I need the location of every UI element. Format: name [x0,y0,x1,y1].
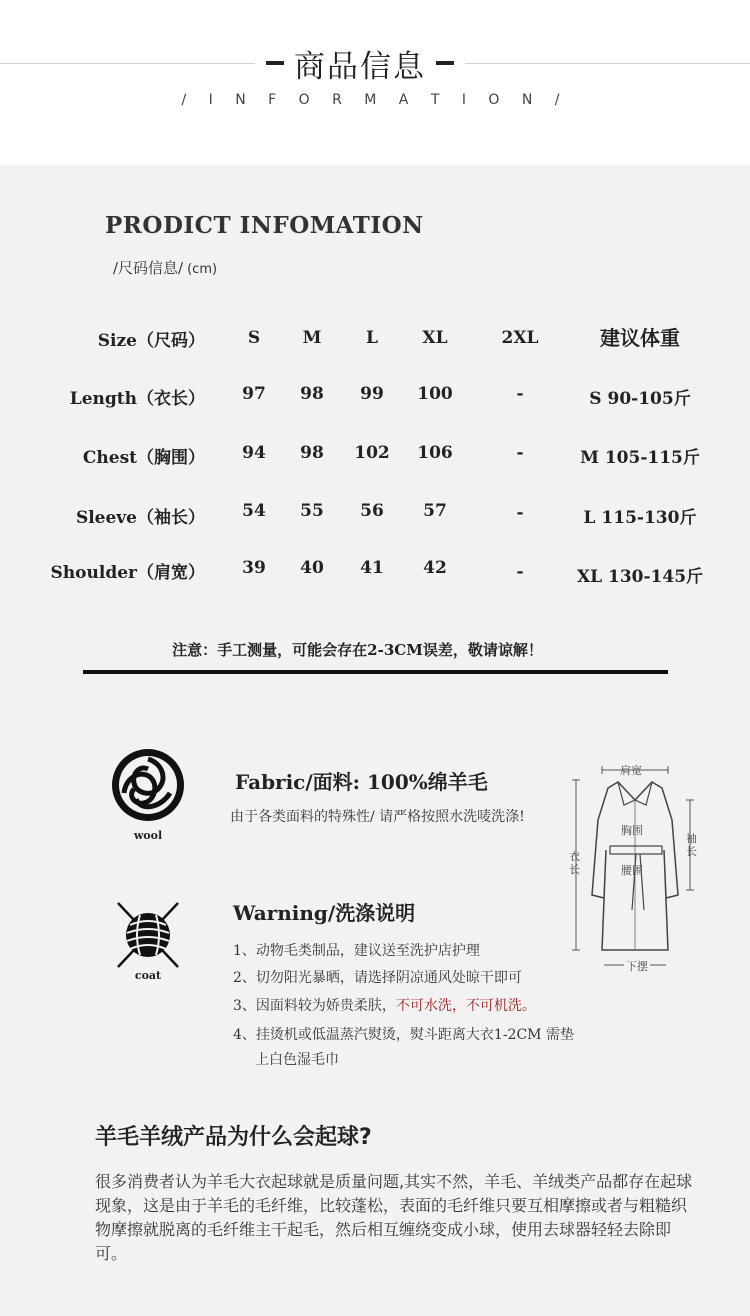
weight-m: M 105-115斤 [580,448,700,468]
table-cell: 94 [242,443,266,463]
table-cell: 98 [300,443,324,463]
page-header [0,0,750,165]
row-label-length: Length（衣长） [69,389,205,409]
table-cell: 99 [360,384,384,404]
weight-xl: XL 130-145斤 [576,567,704,587]
fabric-line: Fabric/面料: 100%绵羊毛 [235,770,488,794]
size-col-m: M [302,328,322,348]
table-cell: - [516,503,524,523]
diagram-length-label: 衣长 [569,850,580,876]
warning-item-4: 4、挂烫机或低温蒸汽熨烫，熨斗距离大衣1-2CM 需垫 [233,1027,574,1043]
table-cell: 100 [417,384,453,404]
row-label-sleeve: Sleeve（袖长） [75,508,205,528]
warning-item-3-text: 3、因面料较为娇贵柔肤， [233,998,396,1014]
table-cell: 106 [417,443,453,463]
diagram-chest-label: 胸围 [621,824,643,837]
table-cell: 57 [423,501,447,521]
coat-measurement-diagram [560,760,710,975]
coat-caption: coat [134,969,162,982]
diagram-hem-label: 下摆 [626,960,648,973]
header-subtitle: / I N F O R M A T I O N / [181,92,569,108]
header-title-group [255,40,465,86]
warning-red-text: 不可水洗，不可机洗。 [395,998,536,1014]
faq-body: 很多消费者认为羊毛大衣起球就是质量问题,其实不然，羊毛、羊绒类产品都存在起球现象，这是由于羊毛的毛纤维，比较蓬松，表面的毛纤维只要互相摩擦或者与粗糙织物摩擦就脱离的毛纤维主干起毛，然后相互缠绕变成小球，使用去球器轻轻去除即可。 [95,1172,693,1263]
weight-header: 建议体重 [600,326,680,350]
table-cell: 39 [242,558,266,578]
warning-item-1: 1、动物毛类制品，建议送至洗护店护理 [233,943,480,959]
yarn-ball-icon [112,897,184,977]
row-label-chest: Chest（胸围） [82,448,205,468]
size-info-text: /尺码信息/ [113,259,184,277]
table-cell: 42 [423,558,447,578]
size-col-xl: XL [422,328,448,348]
product-heading: PRODICT INFOMATION [105,212,424,239]
table-cell: 98 [300,384,324,404]
header-title: 商品信息 [294,48,426,85]
faq-title: 羊毛羊绒产品为什么会起球? [95,1125,372,1150]
table-cell: 54 [242,501,266,521]
table-cell: - [516,443,524,463]
row-label-shoulder: Shoulder（肩宽） [50,563,205,583]
table-cell: 41 [360,558,384,578]
table-cell: 56 [360,501,384,521]
table-cell: 97 [242,384,266,404]
header-dash-left [266,61,284,65]
size-info-label [113,257,217,278]
size-col-2xl: 2XL [501,328,539,348]
table-cell: - [516,562,524,582]
unit-label: (cm) [187,262,218,277]
header-dash-right [436,61,454,65]
warning-item-3 [233,995,536,1015]
fabric-note: 由于各类面料的特殊性/ 请严格按照水洗唛洗涤! [230,809,525,825]
warning-title: Warning/洗涤说明 [233,901,416,925]
section-divider [83,670,668,674]
wool-caption: wool [133,829,163,842]
table-cell: 102 [354,443,390,463]
weight-s: S 90-105斤 [589,389,691,409]
measurement-notice: 注意：手工测量，可能会存在2-3CM误差，敬请谅解！ [172,641,543,659]
size-col-l: L [366,328,378,348]
warning-item-4-cont: 上白色湿毛巾 [255,1052,339,1068]
diagram-sleeve-label: 袖长 [686,832,697,858]
size-header-label: Size（尺码） [97,331,205,351]
table-cell: - [516,384,524,404]
table-cell: 40 [300,558,324,578]
diagram-waist-label: 腰围 [621,864,643,877]
table-cell: 55 [300,501,324,521]
size-col-s: S [247,328,261,348]
diagram-shoulder-label: 肩宽 [620,764,642,777]
weight-l: L 115-130斤 [583,508,697,528]
warning-item-2: 2、切勿阳光暴晒，请选择阴凉通风处晾干即可 [233,970,522,986]
